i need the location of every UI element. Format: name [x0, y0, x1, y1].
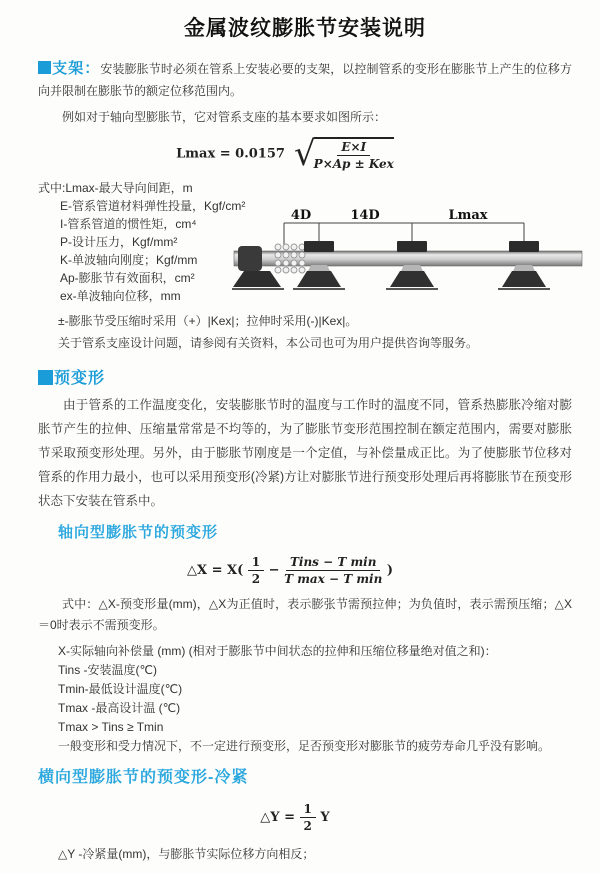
fraction-numerator: Tins − T min — [286, 555, 380, 571]
lmax-formula-numerator: E×I — [337, 140, 370, 156]
temperature-definitions-list — [38, 661, 572, 737]
predeform-heading-label: 预变形 — [54, 370, 106, 387]
close-paren: ) — [386, 563, 394, 578]
consult-note: 关于管系支座设计问题，请参阅有关资料，本公司也可为用户提供咨询等服务。 — [58, 336, 479, 350]
temperature-line: Tins -安装温度(℃) — [58, 663, 158, 677]
axial-formula-explanation: 式中：△X-预变形量(mm)，△X为正值时，表示膨张节需预拉伸；为负值时，表示需预压缩；△X＝0时表示不需预变形。 — [38, 597, 572, 632]
support-heading-label: 支架： — [52, 60, 101, 77]
definitions-and-diagram — [38, 179, 572, 309]
blue-square-icon — [38, 370, 53, 385]
x-definition-line: X-实际轴向补偿量 (mm) (相对于膨胀节中间状态的拉伸和压缩位移量绝对值之和)： — [58, 644, 497, 658]
predeform-body-paragraph: 由于管系的工作温度变化，安装膨胀节时的温度与工作时的温度不同，管系热膨胀冷缩对膨胀节产生的拉伸、压缩量常常是不均等的，为了膨胀节变形范围控制在额定范围内，需要对膨胀节采取预变形处理。另外，由于膨胀节刚度是一个定值，与补偿量成正比。为了使膨胀节位移对管系的作用力最小，也可以采用预变形(冷紧)方让对膨胀节进行预变形处理后再将膨胀节在预变形状态下安装在管系中。 — [38, 398, 572, 508]
lateral-formula — [38, 802, 552, 833]
temperature-fraction — [284, 555, 382, 586]
minus-sign: − — [268, 563, 280, 578]
fraction-denominator: 2 — [303, 819, 312, 833]
lateral-note: △Y -冷紧量(mm)，与膨胀节实际位移方向相反； — [58, 847, 315, 861]
dimension-label-lmax: Lmax — [448, 208, 488, 223]
lmax-formula-lhs: Lmax = 0.0157 — [176, 146, 285, 162]
one-half-fraction — [300, 802, 316, 833]
axial-subsection-heading: 轴向型膨胀节的预变形 — [58, 524, 219, 541]
temperature-line: Tmax > Tins ≥ Tmin — [58, 720, 164, 734]
fraction-numerator: 1 — [248, 555, 264, 571]
definition-line: P-设计压力，Kgf/mm² — [60, 235, 178, 249]
support-example-line: 例如对于轴向型膨胀节，它对管系支座的基本要求如图所示： — [62, 110, 387, 124]
lateral-formula-lhs: △Y = — [260, 810, 295, 825]
definition-line: 式中:Lmax-最大导向间距，m — [38, 181, 193, 195]
temperature-line: Tmax -最高设计温 (℃) — [58, 701, 181, 715]
fraction-denominator: 2 — [251, 572, 261, 586]
support-intro-paragraph — [38, 58, 572, 102]
axial-formula-lhs: △X = X( — [186, 563, 244, 578]
support-section-heading — [38, 60, 100, 77]
lateral-subsection-heading: 横向型膨胀节的预变形-冷紧 — [38, 769, 249, 786]
predeform-section-heading — [38, 369, 572, 389]
axial-formula — [38, 555, 542, 586]
fraction-numerator: 1 — [300, 802, 316, 818]
page-title: 金属波纹膨胀节安装说明 — [184, 17, 426, 40]
definition-line: K-单波轴向刚度；Kgf/mm — [60, 253, 198, 267]
lmax-formula — [38, 134, 532, 174]
pipe-support-diagram — [232, 207, 584, 311]
fraction-denominator: T max − T min — [284, 572, 383, 586]
support-intro-text: 安装膨胀节时必须在管系上安装必要的支架，以控制管系的变形在膨胀节上产生的位移方向并限制在膨胀节的额定位移范围内。 — [38, 62, 572, 98]
dimension-label-4d: 4D — [290, 208, 312, 223]
definition-line: ex-单波轴向位移，mm — [60, 289, 181, 303]
axial-general-note: 一般变形和受力情况下，不一定进行预变形，足否预变形对膨胀节的疲劳寿命几乎没有影响。 — [58, 739, 551, 753]
definition-line: I-管系管道的惯性矩，cm⁴ — [60, 217, 197, 231]
definition-line: E-管系管道材料弹性投量，Kgf/cm² — [60, 199, 246, 213]
lateral-formula-rhs: Y — [320, 810, 330, 825]
plus-minus-note: ±-膨胀节受压缩时采用（+）|Kex|；拉伸时采用(-)|Kex|。 — [58, 314, 358, 328]
lmax-formula-denominator: P×Ap ± Kex — [313, 157, 394, 171]
radical-sign: √ — [294, 134, 316, 174]
temperature-line: Tmin-最低设计温度(℃) — [58, 682, 183, 696]
dimension-label-14d: 14D — [350, 208, 380, 223]
definition-line: Ap-膨胀节有效面积，cm² — [60, 271, 195, 285]
one-half-fraction — [248, 555, 264, 586]
sqrt-radical — [294, 134, 394, 174]
blue-square-icon — [38, 61, 51, 74]
